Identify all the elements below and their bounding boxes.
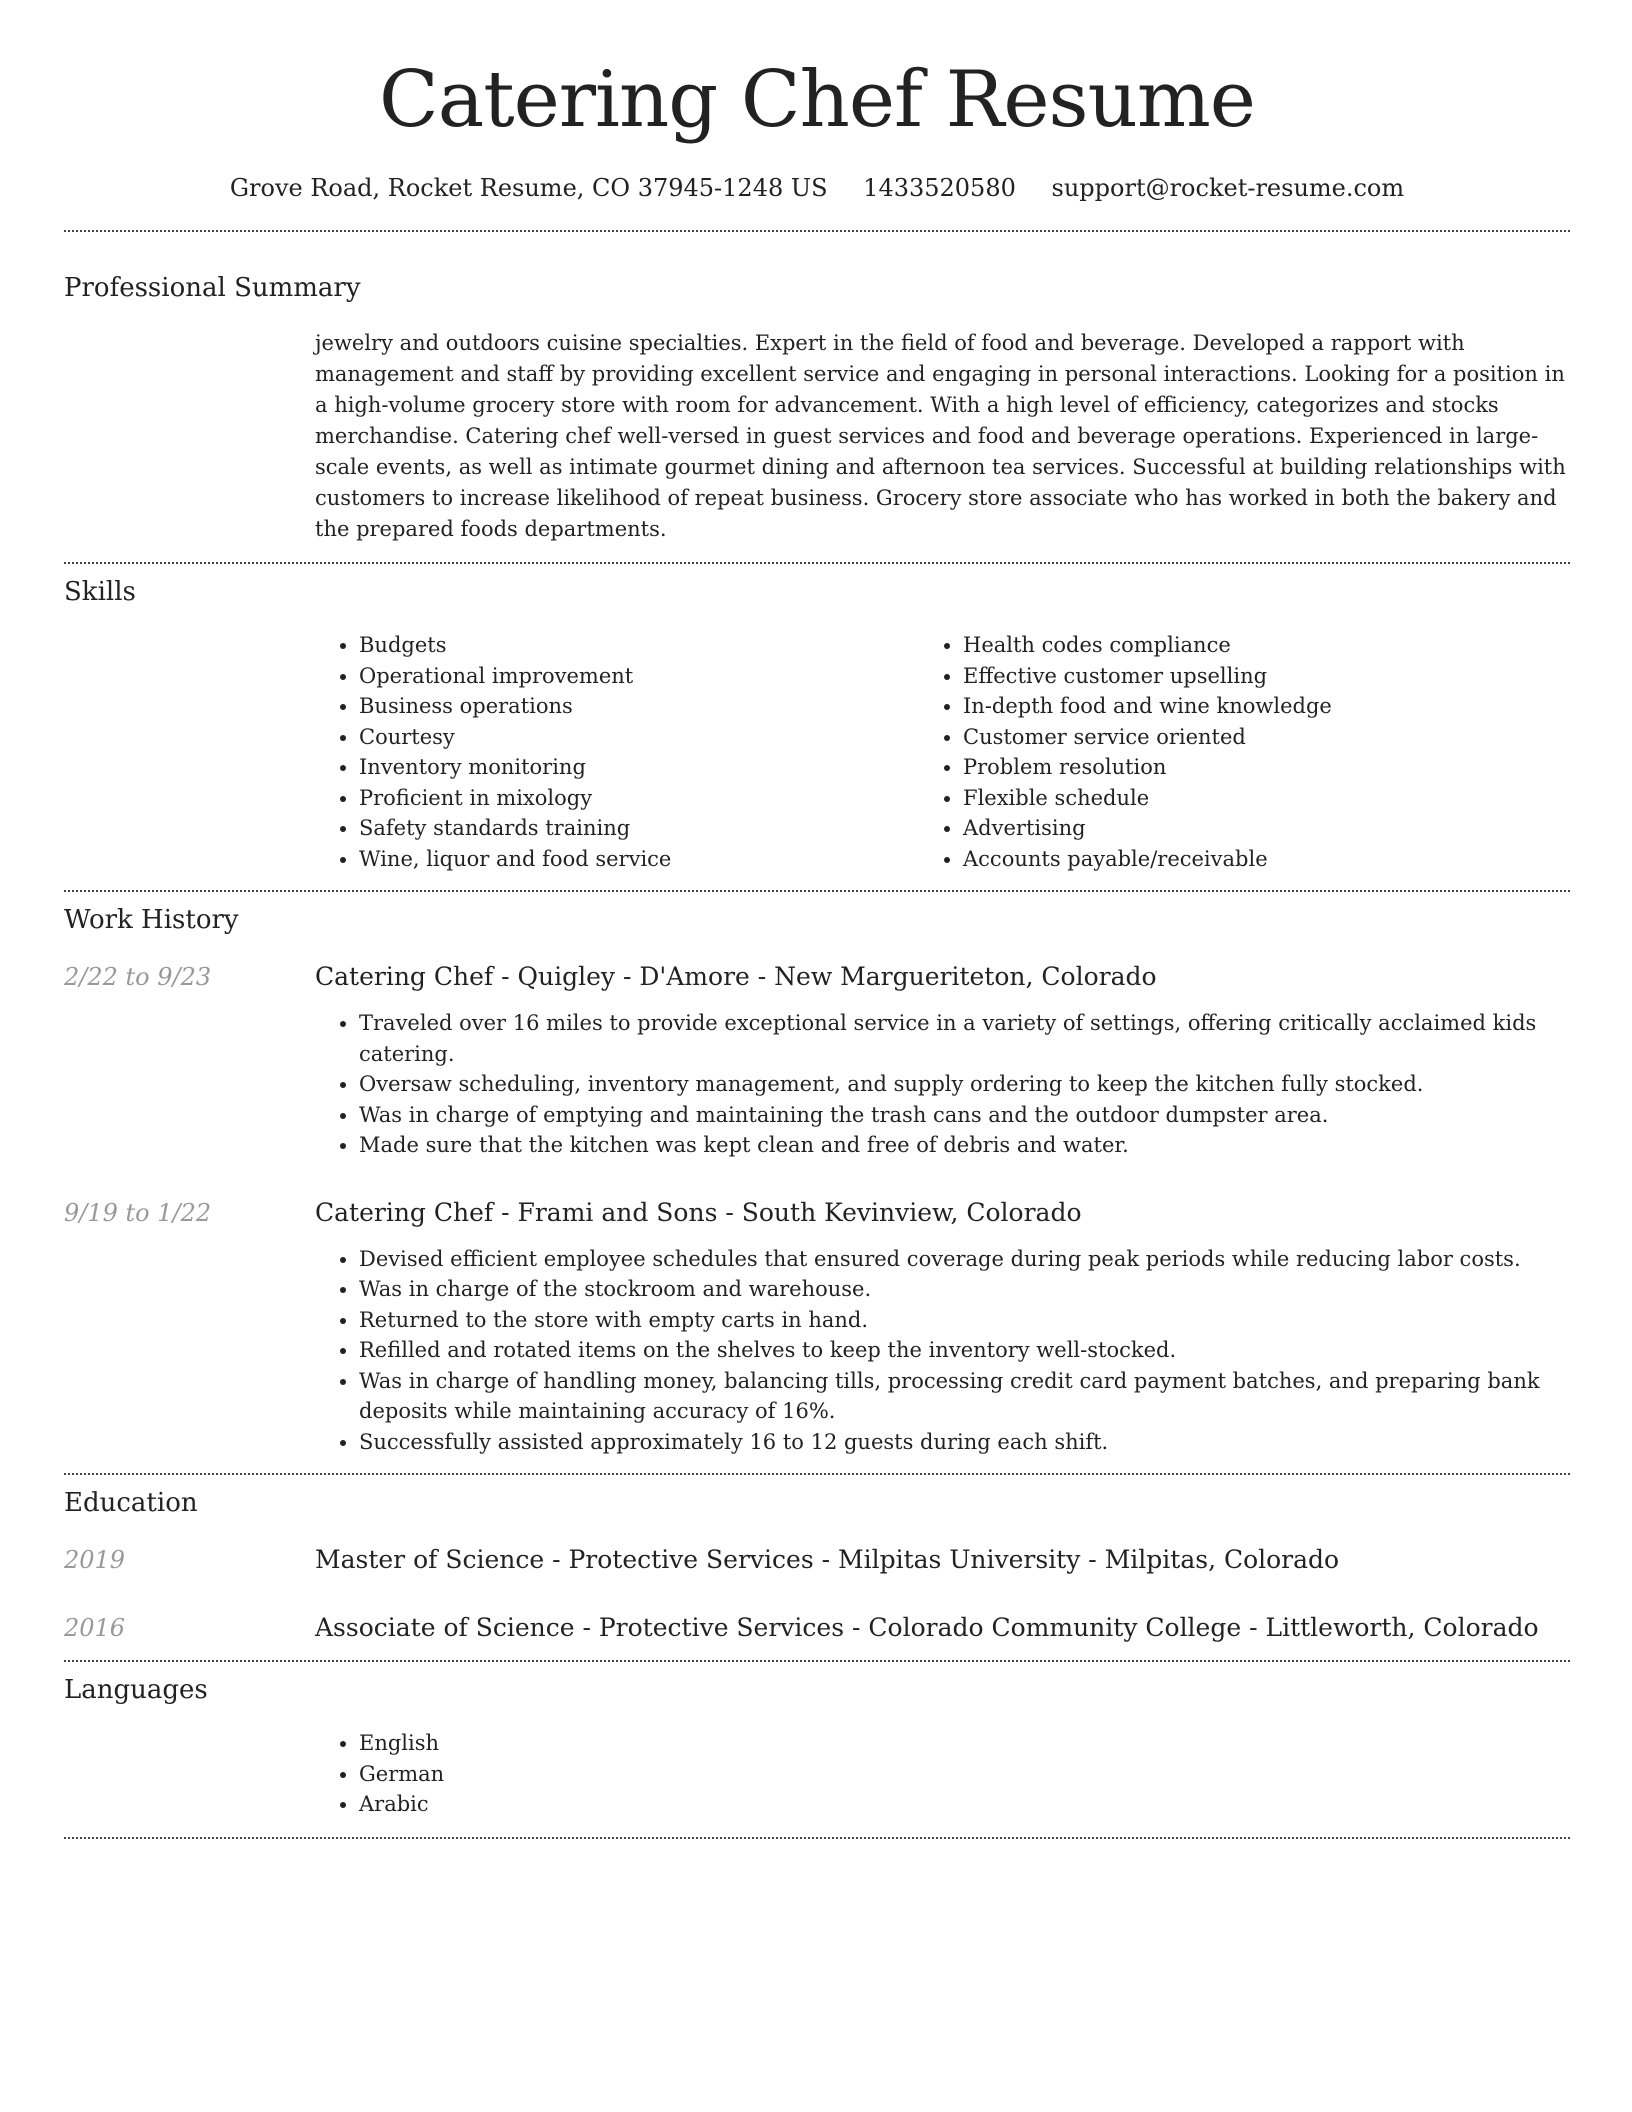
divider <box>64 1660 1570 1662</box>
education-title: Associate of Science - Protective Services - Colorado Community College - Littleworth, Colorado <box>315 1613 1539 1642</box>
language-item: • English <box>359 1728 1570 1759</box>
summary-section <box>64 271 1570 545</box>
education-title: Master of Science - Protective Services - Milpitas University - Milpitas, Colorado <box>315 1545 1340 1574</box>
skill-item: • Safety standards training <box>359 813 919 844</box>
skill-item: • Courtesy <box>359 722 919 753</box>
skills-section <box>64 575 1570 874</box>
job-bullet: • Successfully assisted approximately 16 to 12 guests during each shift. <box>359 1427 1570 1458</box>
divider <box>64 1837 1570 1839</box>
skill-item: • Accounts payable/receivable <box>963 844 1570 875</box>
education-section <box>64 1486 1570 1644</box>
job-entry <box>64 1197 1570 1458</box>
divider <box>64 562 1570 564</box>
skill-item: • Effective customer upselling <box>963 661 1570 692</box>
section-title-work: Work History <box>64 905 239 935</box>
job-title: Catering Chef - Frami and Sons - South Kevinview, Colorado <box>315 1197 1082 1227</box>
section-title-skills: Skills <box>64 577 136 607</box>
job-title: Catering Chef - Quigley - D'Amore - New Margueriteton, Colorado <box>315 962 1157 991</box>
skills-list-right <box>919 630 1570 874</box>
summary-text: jewelry and outdoors cuisine specialties. Expert in the field of food and beverage. Developed a rapport with management and staff by providing excellent service and engaging in personal interactions. Looking for a position in a high-volume grocery store with room for advancement. With a high level of efficiency, categorizes and stocks merchandise. Catering chef well-versed in guest services and food and beverage operations. Experienced in large-scale events, as well as intimate gourmet dining and afternoon tea services. Successful at building relationships with customers to increase likelihood of repeat business. Grocery store associate who has worked in both the bakery and the prepared foods departments. <box>315 331 1566 541</box>
job-bullet: • Returned to the store with empty carts in hand. <box>359 1305 1570 1336</box>
education-entry <box>64 1544 1570 1576</box>
skill-item: • In-depth food and wine knowledge <box>963 691 1570 722</box>
job-bullet: • Was in charge of handling money, balancing tills, processing credit card payment batches, and preparing bank deposits while maintaining accuracy of 16%. <box>359 1366 1570 1427</box>
languages-list <box>315 1728 1570 1820</box>
job-bullets <box>315 1244 1570 1458</box>
divider <box>64 890 1570 892</box>
skill-item: • Wine, liquor and food service <box>359 844 919 875</box>
education-date: 2019 <box>64 1546 126 1574</box>
divider <box>64 230 1570 232</box>
job-bullet: • Was in charge of emptying and maintaining the trash cans and the outdoor dumpster area. <box>359 1100 1570 1131</box>
job-bullets <box>315 1008 1570 1161</box>
phone: 1433520580 <box>863 174 1016 202</box>
skill-item: • Inventory monitoring <box>359 752 919 783</box>
job-bullet: • Devised efficient employee schedules that ensured coverage during peak periods while reducing labor costs. <box>359 1244 1570 1275</box>
languages-section <box>64 1673 1570 1820</box>
section-title-education: Education <box>64 1488 198 1518</box>
skill-item: • Advertising <box>963 813 1570 844</box>
contact-line <box>64 172 1570 204</box>
skill-item: • Operational improvement <box>359 661 919 692</box>
job-bullet: • Refilled and rotated items on the shelves to keep the inventory well-stocked. <box>359 1335 1570 1366</box>
language-item: • Arabic <box>359 1789 1570 1820</box>
job-date: 2/22 to 9/23 <box>64 963 212 991</box>
work-section <box>64 903 1570 1457</box>
language-item: • German <box>359 1759 1570 1790</box>
skill-item: • Flexible schedule <box>963 783 1570 814</box>
skills-list-left <box>315 630 919 874</box>
skill-item: • Business operations <box>359 691 919 722</box>
address: Grove Road, Rocket Resume, CO 37945-1248 US <box>229 174 828 202</box>
skill-item: • Customer service oriented <box>963 722 1570 753</box>
job-entry <box>64 961 1570 1161</box>
job-bullet: • Made sure that the kitchen was kept clean and free of debris and water. <box>359 1130 1570 1161</box>
section-title-languages: Languages <box>64 1675 208 1705</box>
education-entry <box>64 1612 1570 1644</box>
job-bullet: • Traveled over 16 miles to provide exceptional service in a variety of settings, offering critically acclaimed kids catering. <box>359 1008 1570 1069</box>
skill-item: • Health codes compliance <box>963 630 1570 661</box>
divider <box>64 1473 1570 1475</box>
job-bullet: • Was in charge of the stockroom and warehouse. <box>359 1274 1570 1305</box>
resume-title: Catering Chef Resume <box>379 55 1255 145</box>
job-bullet: • Oversaw scheduling, inventory management, and supply ordering to keep the kitchen fully stocked. <box>359 1069 1570 1100</box>
skill-item: • Budgets <box>359 630 919 661</box>
section-title-summary: Professional Summary <box>64 273 361 303</box>
resume-page <box>64 0 1570 1839</box>
email[interactable]: support@rocket-resume.com <box>1051 174 1405 202</box>
education-date: 2016 <box>64 1614 126 1642</box>
job-date: 9/19 to 1/22 <box>64 1198 212 1227</box>
skill-item: • Proficient in mixology <box>359 783 919 814</box>
skill-item: • Problem resolution <box>963 752 1570 783</box>
